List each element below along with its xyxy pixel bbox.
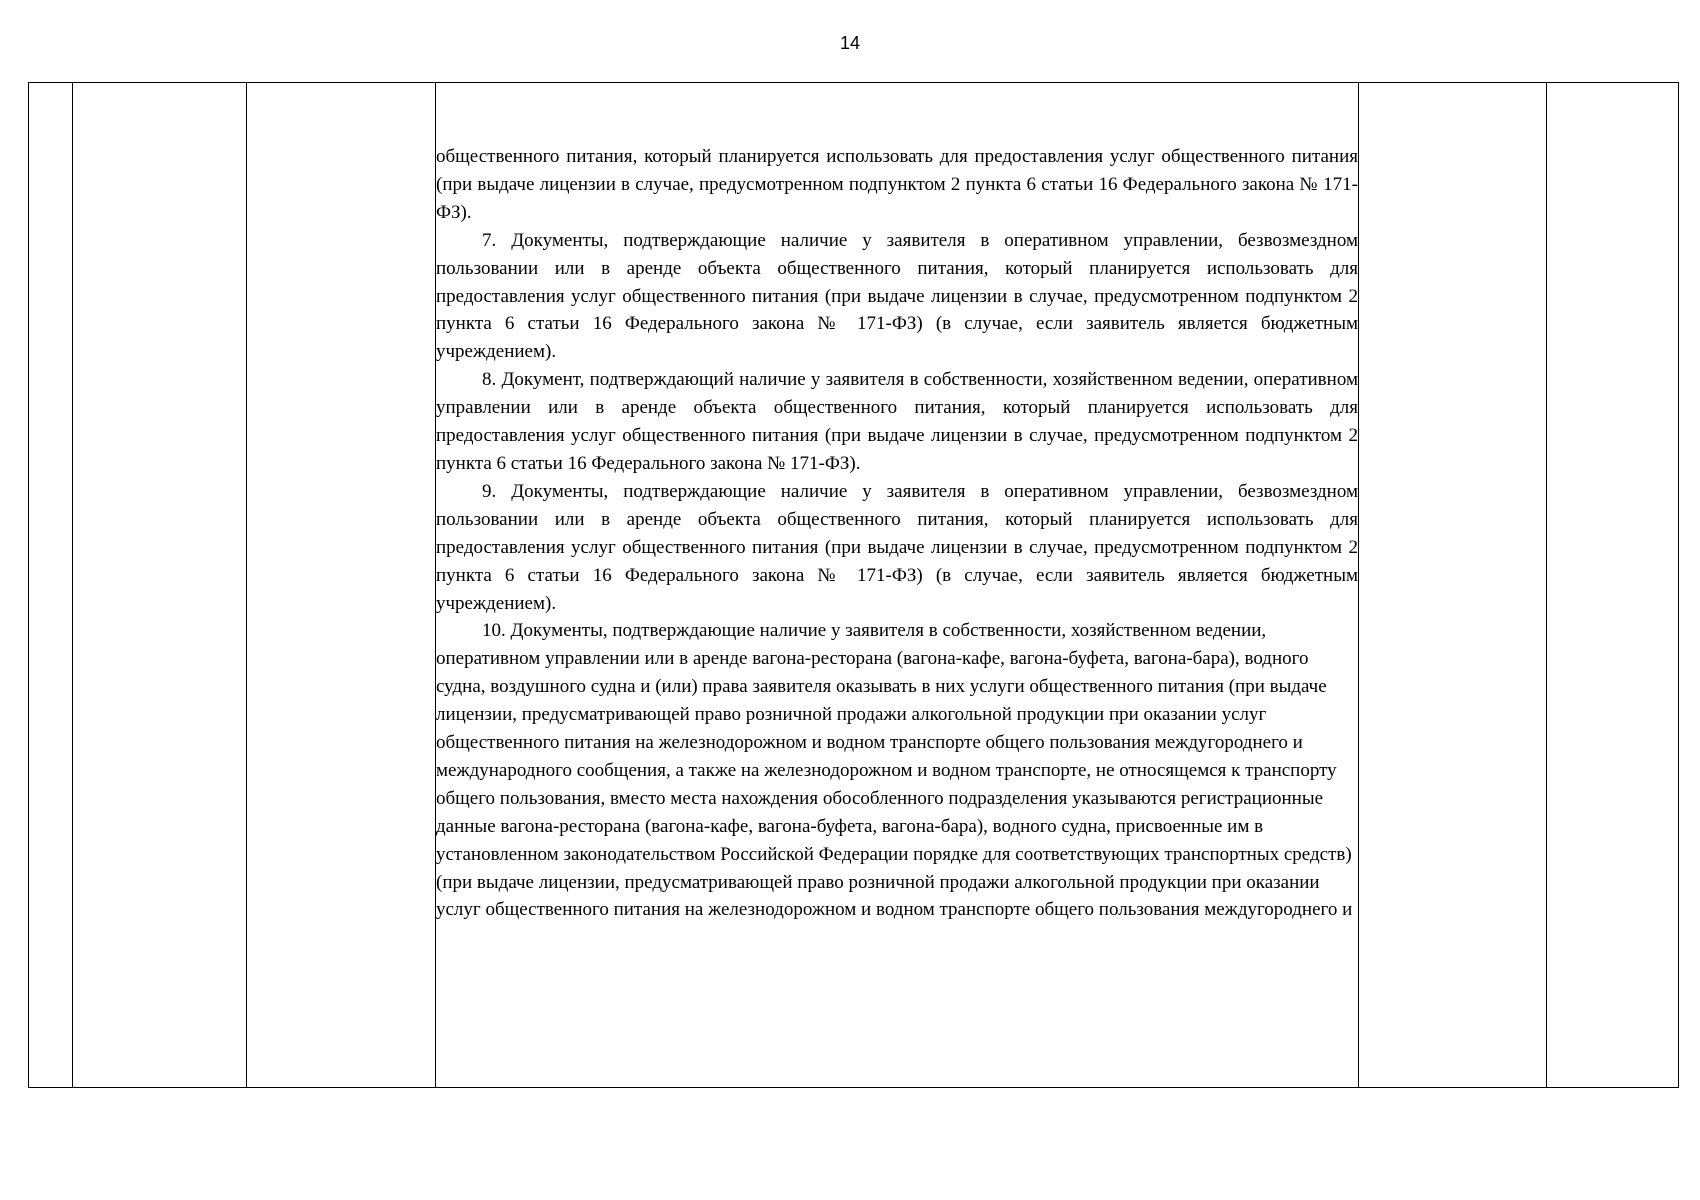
paragraph-item-10: 10. Документы, подтверждающие наличие у заявителя в собственности, хозяйственном ведении, оперативном управлении или в аренде вагона-ресторана (вагона-кафе, вагона-буфета, вагона-бара), водного судна, воздушного судна и (или) права заявителя оказывать в них услуги общественного питания (при выдаче лицензии, предусматривающей право розничной продажи алкогольной продукции при оказании услуг общественного питания на железнодорожном и водном транспорте общего пользования междугороднего и международного сообщения, а также на железнодорожном и водном транспорте, не относящемся к транспорту общего пользования, вместо места нахождения обособленного подразделения указываются регистрационные данные вагона-ресторана (вагона-кафе, вагона-буфета, вагона-бара), водного судна, присвоенные им в установленном законодательством Российской Федерации порядке для соответствующих транспортных средств) (при выдаче лицензии, предусматривающей право розничной продажи алкогольной продукции при оказании услуг общественного питания на железнодорожном и водном транспорте общего пользования междугороднего и	[436, 620, 1353, 921]
table-row	[29, 83, 1679, 1088]
table-cell-col-3	[247, 83, 436, 1088]
document-table	[28, 82, 1679, 1088]
paragraph-continuation: общественного питания, который планируется использовать для предоставления услуг общественного питания (при выдаче лицензии в случае, предусмотренном подпунктом 2 пункта 6 статьи 16 Федерального закона № 171-ФЗ).	[436, 146, 1358, 223]
table-cell-col-2	[73, 83, 247, 1088]
table-cell-col-6	[1547, 83, 1679, 1088]
paragraph-item-8: 8. Документ, подтверждающий наличие у заявителя в собственности, хозяйственном ведении, оперативном управлении или в аренде объекта общественного питания, который планируется использовать для предоставления услуг общественного питания (при выдаче лицензии в случае, предусмотренном подпунктом 2 пункта 6 статьи 16 Федерального закона № 171-ФЗ).	[436, 369, 1358, 474]
table-cell-col-1	[29, 83, 73, 1088]
paragraph-item-7: 7. Документы, подтверждающие наличие у заявителя в оперативном управлении, безвозмездном пользовании или в аренде объекта общественного питания, который планируется использовать для предоставления услуг общественного питания (при выдаче лицензии в случае, предусмотренном подпунктом 2 пункта 6 статьи 16 Федерального закона № 171-ФЗ) (в случае, если заявитель является бюджетным учреждением).	[436, 229, 1358, 363]
table-cell-col-5	[1359, 83, 1547, 1088]
table-cell-document-list	[436, 83, 1359, 1088]
page-number: 14	[839, 33, 861, 53]
paragraph-item-9: 9. Документы, подтверждающие наличие у заявителя в оперативном управлении, безвозмездном пользовании или в аренде объекта общественного питания, который планируется использовать для предоставления услуг общественного питания (при выдаче лицензии в случае, предусмотренном подпунктом 2 пункта 6 статьи 16 Федерального закона № 171-ФЗ) (в случае, если заявитель является бюджетным учреждением).	[436, 480, 1358, 614]
